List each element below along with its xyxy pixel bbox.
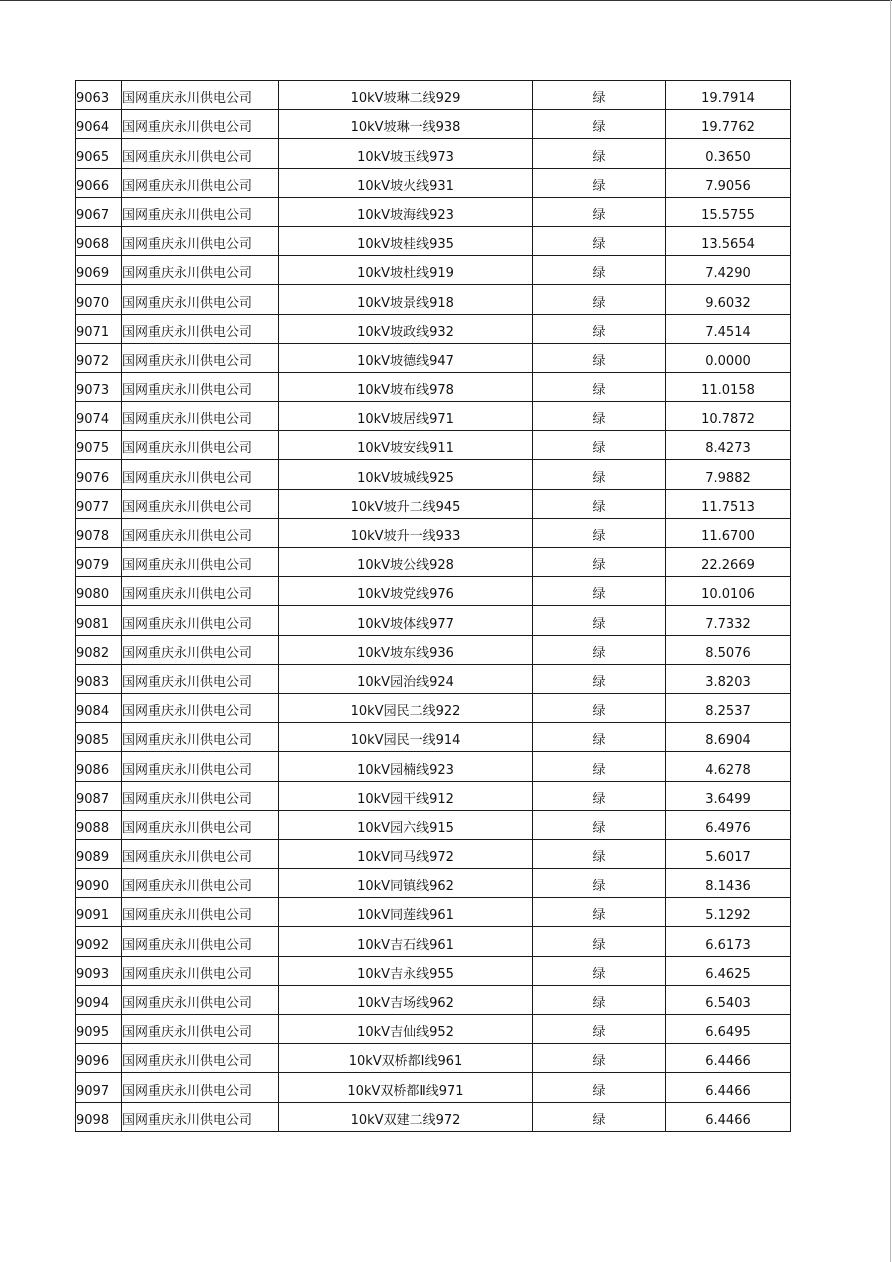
value-cell: 10.0106	[666, 577, 791, 606]
value-cell: 6.4466	[666, 1044, 791, 1073]
line-name-cell: 10kV坡琳一线938	[279, 110, 533, 139]
value-cell: 6.4976	[666, 810, 791, 839]
value-cell: 5.6017	[666, 839, 791, 868]
status-cell: 绿	[533, 372, 666, 401]
company-cell: 国网重庆永川供电公司	[122, 256, 279, 285]
line-name-cell: 10kV双桥都Ⅰ线961	[279, 1044, 533, 1073]
company-cell: 国网重庆永川供电公司	[122, 460, 279, 489]
line-name-cell: 10kV坡火线931	[279, 168, 533, 197]
line-name-cell: 10kV吉石线961	[279, 927, 533, 956]
company-cell: 国网重庆永川供电公司	[122, 431, 279, 460]
table-row	[76, 693, 791, 722]
status-cell: 绿	[533, 693, 666, 722]
status-cell: 绿	[533, 956, 666, 985]
status-cell: 绿	[533, 1073, 666, 1102]
row-id-cell: 9064	[76, 110, 122, 139]
company-cell: 国网重庆永川供电公司	[122, 197, 279, 226]
status-cell: 绿	[533, 489, 666, 518]
table-row	[76, 577, 791, 606]
line-name-cell: 10kV坡党线976	[279, 577, 533, 606]
row-id-cell: 9085	[76, 723, 122, 752]
value-cell: 8.1436	[666, 869, 791, 898]
line-name-cell: 10kV坡德线947	[279, 343, 533, 372]
company-cell: 国网重庆永川供电公司	[122, 839, 279, 868]
row-id-cell: 9084	[76, 693, 122, 722]
value-cell: 7.7332	[666, 606, 791, 635]
table-body	[76, 81, 791, 1132]
row-id-cell: 9083	[76, 664, 122, 693]
status-cell: 绿	[533, 285, 666, 314]
status-cell: 绿	[533, 168, 666, 197]
row-id-cell: 9068	[76, 226, 122, 255]
table-row	[76, 752, 791, 781]
value-cell: 11.7513	[666, 489, 791, 518]
company-cell: 国网重庆永川供电公司	[122, 1015, 279, 1044]
value-cell: 7.4514	[666, 314, 791, 343]
line-name-cell: 10kV吉仙线952	[279, 1015, 533, 1044]
status-cell: 绿	[533, 460, 666, 489]
company-cell: 国网重庆永川供电公司	[122, 693, 279, 722]
line-name-cell: 10kV园治线924	[279, 664, 533, 693]
table-row	[76, 839, 791, 868]
table-row	[76, 197, 791, 226]
line-name-cell: 10kV坡琳二线929	[279, 81, 533, 110]
table-row	[76, 110, 791, 139]
company-cell: 国网重庆永川供电公司	[122, 810, 279, 839]
row-id-cell: 9080	[76, 577, 122, 606]
company-cell: 国网重庆永川供电公司	[122, 723, 279, 752]
value-cell: 7.4290	[666, 256, 791, 285]
line-name-cell: 10kV吉永线955	[279, 956, 533, 985]
value-cell: 8.6904	[666, 723, 791, 752]
company-cell: 国网重庆永川供电公司	[122, 985, 279, 1014]
status-cell: 绿	[533, 985, 666, 1014]
row-id-cell: 9098	[76, 1102, 122, 1131]
table-row	[76, 285, 791, 314]
row-id-cell: 9088	[76, 810, 122, 839]
company-cell: 国网重庆永川供电公司	[122, 372, 279, 401]
company-cell: 国网重庆永川供电公司	[122, 898, 279, 927]
line-name-cell: 10kV双建二线972	[279, 1102, 533, 1131]
row-id-cell: 9082	[76, 635, 122, 664]
value-cell: 11.6700	[666, 518, 791, 547]
row-id-cell: 9081	[76, 606, 122, 635]
value-cell: 6.4466	[666, 1073, 791, 1102]
line-name-cell: 10kV双桥都Ⅱ线971	[279, 1073, 533, 1102]
row-id-cell: 9076	[76, 460, 122, 489]
line-name-cell: 10kV园六线915	[279, 810, 533, 839]
company-cell: 国网重庆永川供电公司	[122, 606, 279, 635]
value-cell: 7.9882	[666, 460, 791, 489]
company-cell: 国网重庆永川供电公司	[122, 1102, 279, 1131]
table-row	[76, 635, 791, 664]
company-cell: 国网重庆永川供电公司	[122, 314, 279, 343]
table-row	[76, 431, 791, 460]
page-top-border	[0, 0, 892, 1]
line-name-cell: 10kV坡杜线919	[279, 256, 533, 285]
line-name-cell: 10kV坡体线977	[279, 606, 533, 635]
line-name-cell: 10kV坡景线918	[279, 285, 533, 314]
company-cell: 国网重庆永川供电公司	[122, 168, 279, 197]
row-id-cell: 9073	[76, 372, 122, 401]
row-id-cell: 9063	[76, 81, 122, 110]
value-cell: 4.6278	[666, 752, 791, 781]
status-cell: 绿	[533, 81, 666, 110]
status-cell: 绿	[533, 723, 666, 752]
status-cell: 绿	[533, 256, 666, 285]
table-row	[76, 810, 791, 839]
status-cell: 绿	[533, 664, 666, 693]
status-cell: 绿	[533, 752, 666, 781]
row-id-cell: 9089	[76, 839, 122, 868]
line-name-cell: 10kV坡桂线935	[279, 226, 533, 255]
line-name-cell: 10kV园民一线914	[279, 723, 533, 752]
line-name-cell: 10kV坡城线925	[279, 460, 533, 489]
status-cell: 绿	[533, 197, 666, 226]
table-row	[76, 81, 791, 110]
value-cell: 3.6499	[666, 781, 791, 810]
line-name-cell: 10kV坡公线928	[279, 548, 533, 577]
row-id-cell: 9070	[76, 285, 122, 314]
status-cell: 绿	[533, 898, 666, 927]
line-name-cell: 10kV坡玉线973	[279, 139, 533, 168]
value-cell: 6.6173	[666, 927, 791, 956]
table-row	[76, 256, 791, 285]
value-cell: 0.0000	[666, 343, 791, 372]
company-cell: 国网重庆永川供电公司	[122, 927, 279, 956]
value-cell: 0.3650	[666, 139, 791, 168]
status-cell: 绿	[533, 635, 666, 664]
status-cell: 绿	[533, 869, 666, 898]
status-cell: 绿	[533, 1044, 666, 1073]
table-row	[76, 548, 791, 577]
row-id-cell: 9095	[76, 1015, 122, 1044]
value-cell: 8.5076	[666, 635, 791, 664]
value-cell: 6.5403	[666, 985, 791, 1014]
table-row	[76, 518, 791, 547]
row-id-cell: 9067	[76, 197, 122, 226]
table-row	[76, 927, 791, 956]
company-cell: 国网重庆永川供电公司	[122, 869, 279, 898]
company-cell: 国网重庆永川供电公司	[122, 518, 279, 547]
value-cell: 19.7914	[666, 81, 791, 110]
table-row	[76, 869, 791, 898]
table-row	[76, 168, 791, 197]
row-id-cell: 9074	[76, 402, 122, 431]
line-name-cell: 10kV吉场线962	[279, 985, 533, 1014]
line-name-cell: 10kV坡布线978	[279, 372, 533, 401]
row-id-cell: 9092	[76, 927, 122, 956]
status-cell: 绿	[533, 431, 666, 460]
company-cell: 国网重庆永川供电公司	[122, 752, 279, 781]
company-cell: 国网重庆永川供电公司	[122, 139, 279, 168]
table-row	[76, 723, 791, 752]
row-id-cell: 9091	[76, 898, 122, 927]
line-name-cell: 10kV坡东线936	[279, 635, 533, 664]
company-cell: 国网重庆永川供电公司	[122, 781, 279, 810]
value-cell: 22.2669	[666, 548, 791, 577]
company-cell: 国网重庆永川供电公司	[122, 956, 279, 985]
row-id-cell: 9065	[76, 139, 122, 168]
table-row	[76, 606, 791, 635]
value-cell: 19.7762	[666, 110, 791, 139]
table-row	[76, 226, 791, 255]
table-row	[76, 1015, 791, 1044]
company-cell: 国网重庆永川供电公司	[122, 343, 279, 372]
table-row	[76, 314, 791, 343]
status-cell: 绿	[533, 343, 666, 372]
status-cell: 绿	[533, 577, 666, 606]
table-row	[76, 372, 791, 401]
row-id-cell: 9072	[76, 343, 122, 372]
company-cell: 国网重庆永川供电公司	[122, 664, 279, 693]
value-cell: 15.5755	[666, 197, 791, 226]
line-name-cell: 10kV同马线972	[279, 839, 533, 868]
value-cell: 11.0158	[666, 372, 791, 401]
status-cell: 绿	[533, 226, 666, 255]
row-id-cell: 9075	[76, 431, 122, 460]
value-cell: 13.5654	[666, 226, 791, 255]
line-name-cell: 10kV坡海线923	[279, 197, 533, 226]
company-cell: 国网重庆永川供电公司	[122, 110, 279, 139]
table-row	[76, 664, 791, 693]
status-cell: 绿	[533, 548, 666, 577]
status-cell: 绿	[533, 1102, 666, 1131]
line-name-cell: 10kV园干线912	[279, 781, 533, 810]
company-cell: 国网重庆永川供电公司	[122, 1073, 279, 1102]
status-cell: 绿	[533, 839, 666, 868]
value-cell: 5.1292	[666, 898, 791, 927]
status-cell: 绿	[533, 314, 666, 343]
status-cell: 绿	[533, 110, 666, 139]
row-id-cell: 9078	[76, 518, 122, 547]
company-cell: 国网重庆永川供电公司	[122, 1044, 279, 1073]
status-cell: 绿	[533, 139, 666, 168]
company-cell: 国网重庆永川供电公司	[122, 226, 279, 255]
line-name-cell: 10kV坡安线911	[279, 431, 533, 460]
status-cell: 绿	[533, 781, 666, 810]
table-row	[76, 1073, 791, 1102]
company-cell: 国网重庆永川供电公司	[122, 81, 279, 110]
status-cell: 绿	[533, 927, 666, 956]
row-id-cell: 9087	[76, 781, 122, 810]
status-cell: 绿	[533, 1015, 666, 1044]
line-name-cell: 10kV坡居线971	[279, 402, 533, 431]
line-name-cell: 10kV同镇线962	[279, 869, 533, 898]
table-row	[76, 402, 791, 431]
company-cell: 国网重庆永川供电公司	[122, 548, 279, 577]
row-id-cell: 9086	[76, 752, 122, 781]
row-id-cell: 9090	[76, 869, 122, 898]
row-id-cell: 9097	[76, 1073, 122, 1102]
line-name-cell: 10kV同莲线961	[279, 898, 533, 927]
row-id-cell: 9079	[76, 548, 122, 577]
value-cell: 3.8203	[666, 664, 791, 693]
status-cell: 绿	[533, 606, 666, 635]
page-right-border	[890, 0, 891, 1262]
table-row	[76, 1102, 791, 1131]
value-cell: 6.4466	[666, 1102, 791, 1131]
value-cell: 7.9056	[666, 168, 791, 197]
line-name-cell: 10kV坡升一线933	[279, 518, 533, 547]
value-cell: 8.4273	[666, 431, 791, 460]
row-id-cell: 9094	[76, 985, 122, 1014]
value-cell: 8.2537	[666, 693, 791, 722]
company-cell: 国网重庆永川供电公司	[122, 577, 279, 606]
value-cell: 6.4625	[666, 956, 791, 985]
line-name-cell: 10kV园民二线922	[279, 693, 533, 722]
company-cell: 国网重庆永川供电公司	[122, 285, 279, 314]
company-cell: 国网重庆永川供电公司	[122, 489, 279, 518]
row-id-cell: 9066	[76, 168, 122, 197]
table-row	[76, 343, 791, 372]
table-row	[76, 139, 791, 168]
row-id-cell: 9096	[76, 1044, 122, 1073]
company-cell: 国网重庆永川供电公司	[122, 402, 279, 431]
row-id-cell: 9071	[76, 314, 122, 343]
company-cell: 国网重庆永川供电公司	[122, 635, 279, 664]
status-cell: 绿	[533, 810, 666, 839]
value-cell: 9.6032	[666, 285, 791, 314]
table-row	[76, 985, 791, 1014]
line-name-cell: 10kV坡政线932	[279, 314, 533, 343]
row-id-cell: 9069	[76, 256, 122, 285]
table-row	[76, 489, 791, 518]
table-row	[76, 460, 791, 489]
status-cell: 绿	[533, 402, 666, 431]
row-id-cell: 9077	[76, 489, 122, 518]
value-cell: 10.7872	[666, 402, 791, 431]
value-cell: 6.6495	[666, 1015, 791, 1044]
line-name-cell: 10kV园楠线923	[279, 752, 533, 781]
line-name-cell: 10kV坡升二线945	[279, 489, 533, 518]
table-row	[76, 1044, 791, 1073]
status-cell: 绿	[533, 518, 666, 547]
table-row	[76, 898, 791, 927]
table-row	[76, 781, 791, 810]
table-row	[76, 956, 791, 985]
line-status-table	[75, 80, 791, 1132]
row-id-cell: 9093	[76, 956, 122, 985]
